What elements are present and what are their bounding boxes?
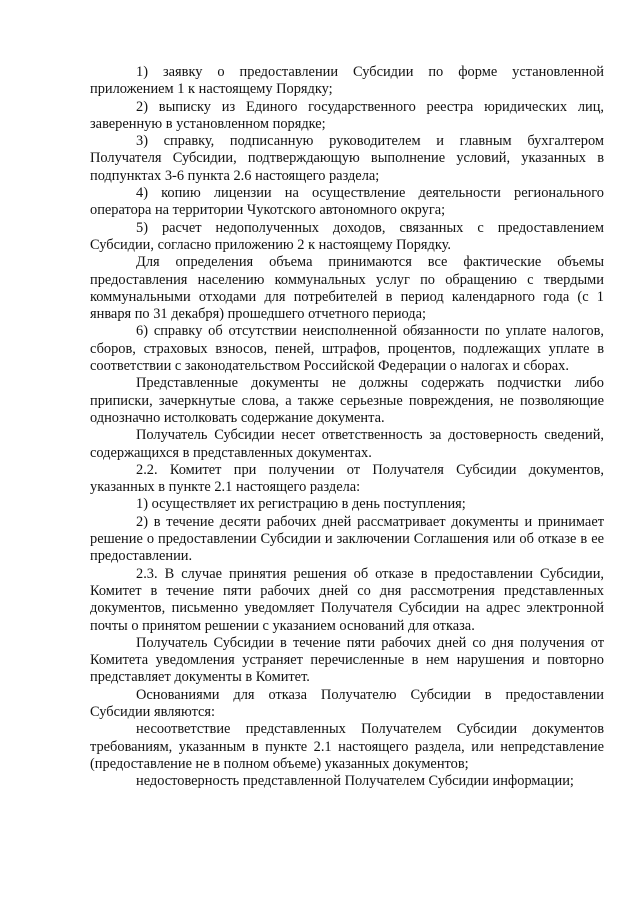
clause-2-2: 2.2. Комитет при получении от Получателя Субсидии документов, указанных в пункте 2.1 настоящего раздела:	[90, 461, 604, 496]
item-registry-extract: 2) выписку из Единого государственного реестра юридических лиц, заверенную в установленном порядке;	[90, 98, 604, 132]
paragraph-resubmission: Получатель Субсидии в течение пяти рабочих дней со дня получения от Комитета уведомления устраняет перечисленные в нем нарушения и повторно представляет документы в Комитет.	[90, 634, 604, 686]
item-license-copy: 4) копию лицензии на осуществление деятельности регионального оператора на территории Чукотского автономного округа;	[90, 185, 604, 219]
paragraph-responsibility: Получатель Субсидии несет ответственность за достоверность сведений, содержащихся в представленных документах.	[90, 427, 604, 461]
document-page	[90, 64, 604, 790]
item-registration: 1) осуществляет их регистрацию в день поступления;	[136, 496, 466, 513]
item-certificate: 3) справку, подписанную руководителем и главным бухгалтером Получателя Субсидии, подтверждающую выполнение условий, указанных в подпунктах 3-6 пункта 2.6 настоящего раздела;	[90, 133, 604, 184]
item-income-calculation: 5) расчет недополученных доходов, связанных с предоставлением Субсидии, согласно приложению 2 к настоящему Порядку.	[90, 219, 604, 253]
refusal-ground-unreliable-info: недостоверность представленной Получателем Субсидии информации;	[136, 773, 574, 790]
clause-2-3: 2.3. В случае принятия решения об отказе в предоставлении Субсидии, Комитет в течение пяти рабочих дней со дня рассмотрения представленных документов, письменно уведомляет Получателя Субсидии на адрес электронной почты о принятом решении с указанием оснований для отказа.	[90, 565, 604, 634]
paragraph-document-requirements: Представленные документы не должны содержать подчистки либо приписки, зачеркнутые слова, а также серьезные повреждения, не позволяющие однозначно истолковать содержание документа.	[90, 375, 604, 426]
item-tax-certificate: 6) справку об отсутствии неисполненной обязанности по уплате налогов, сборов, страховых взносов, пеней, штрафов, процентов, подлежащих уплате в соответствии с законодательством Российской Федерации о налогах и сборах.	[90, 323, 604, 375]
item-review: 2) в течение десяти рабочих дней рассматривает документы и принимает решение о предоставлении Субсидии и заключении Соглашения или об отказе в ее предоставлении.	[90, 513, 604, 565]
paragraph-refusal-grounds: Основаниями для отказа Получателю Субсидии в предоставлении Субсидии являются:	[90, 686, 604, 720]
paragraph-volume-definition: Для определения объема принимаются все фактические объемы предоставления населению коммунальных услуг по обращению с твердыми коммунальными отходами для потребителей в период календарного года (с 1 января по 31 декабря) прошедшего отчетного периода;	[90, 254, 604, 323]
item-application: 1) заявку о предоставлении Субсидии по форме установленной приложением 1 к настоящему Порядку;	[90, 64, 604, 98]
refusal-ground-noncompliance: несоответствие представленных Получателем Субсидии документов требованиям, указанным в пункте 2.1 настоящего раздела, или непредставление (предоставление не в полном объеме) указанных документов;	[90, 721, 604, 772]
